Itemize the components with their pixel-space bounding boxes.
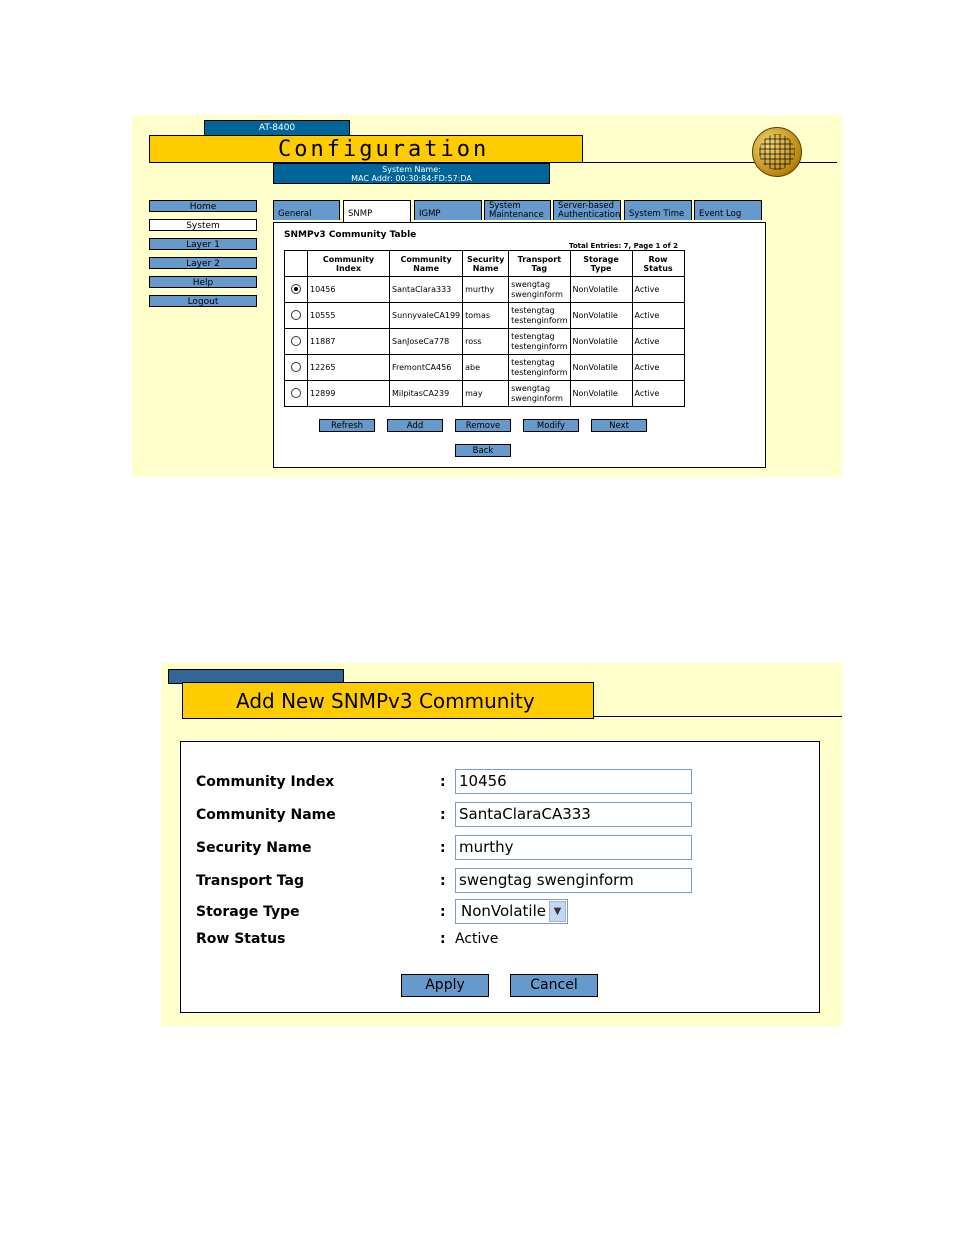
community-index-input[interactable]: 10456 xyxy=(455,769,692,794)
column-transport-tag: Transport Tag xyxy=(509,251,570,277)
tab-igmp[interactable]: IGMP xyxy=(414,200,482,220)
nav-home[interactable]: Home xyxy=(149,200,257,212)
tab-system-time[interactable]: System Time xyxy=(624,200,692,220)
row-select-radio[interactable] xyxy=(291,284,301,294)
nav-layer-2[interactable]: Layer 2 xyxy=(149,257,257,269)
globe-logo-icon xyxy=(752,127,802,177)
add-banner xyxy=(182,682,594,719)
refresh-button[interactable]: Refresh xyxy=(319,419,375,432)
nav-layer-1[interactable]: Layer 1 xyxy=(149,238,257,250)
storage-type-label: Storage Type xyxy=(196,904,300,920)
storage-type-value: NonVolatile xyxy=(461,902,546,920)
community-table xyxy=(284,250,685,407)
colon: : xyxy=(440,807,446,823)
table-row[interactable]: 11887 SanJoseCa778 ross testengtag testenginform NonVolatile Active xyxy=(285,329,685,355)
transport-tag-input[interactable]: swengtag swenginform xyxy=(455,868,692,893)
config-screenshot xyxy=(132,115,842,477)
community-index-label: Community Index xyxy=(196,774,335,790)
add-community-screenshot xyxy=(161,663,842,1026)
apply-button[interactable]: Apply xyxy=(401,974,489,997)
table-row[interactable]: 12899 MilpitasCA239 may swengtag swenginform NonVolatile Active xyxy=(285,381,685,407)
nav-logout[interactable]: Logout xyxy=(149,295,257,307)
back-button[interactable]: Back xyxy=(455,444,511,457)
next-button[interactable]: Next xyxy=(591,419,647,432)
colon: : xyxy=(440,873,446,889)
tab-system-maintenance[interactable]: System Maintenance xyxy=(484,200,551,220)
total-entries: Total Entries: 7, Page 1 of 2 xyxy=(569,242,678,250)
column-security-name: Security Name xyxy=(463,251,509,277)
model-label: AT-8400 xyxy=(204,120,350,136)
add-page-title: Add New SNMPv3 Community xyxy=(236,689,535,713)
cancel-button[interactable]: Cancel xyxy=(510,974,598,997)
tab-snmp[interactable]: SNMP xyxy=(343,200,411,222)
column-community-index: Community Index xyxy=(308,251,390,277)
add-form-panel xyxy=(180,741,820,1013)
snmp-panel xyxy=(273,222,766,468)
table-row[interactable]: 10456 SantaClara333 murthy swengtag swenginform NonVolatile Active xyxy=(285,277,685,303)
add-button[interactable]: Add xyxy=(387,419,443,432)
storage-type-select[interactable] xyxy=(455,899,568,924)
colon: : xyxy=(440,840,446,856)
community-name-input[interactable]: SantaClaraCA333 xyxy=(455,802,692,827)
row-select-radio[interactable] xyxy=(291,336,301,346)
tab-server-based-authentication[interactable]: Server-based Authentication xyxy=(553,200,621,220)
modify-button[interactable]: Modify xyxy=(523,419,579,432)
mac-address: MAC Addr: 00:30:84:FD:57:DA xyxy=(351,174,472,183)
chevron-down-icon[interactable]: ▼ xyxy=(549,901,566,922)
banner-divider xyxy=(594,716,842,717)
security-name-label: Security Name xyxy=(196,840,312,856)
table-row[interactable]: 10555 SunnyvaleCA199 tomas testengtag testenginform NonVolatile Active xyxy=(285,303,685,329)
row-status-label: Row Status xyxy=(196,931,286,947)
transport-tag-label: Transport Tag xyxy=(196,873,304,889)
column-row-status: Row Status xyxy=(632,251,684,277)
system-info xyxy=(273,163,550,184)
security-name-input[interactable]: murthy xyxy=(455,835,692,860)
page-title: Configuration xyxy=(278,137,490,162)
column-storage-type: Storage Type xyxy=(570,251,632,277)
system-name: System Name: xyxy=(382,165,441,174)
community-name-label: Community Name xyxy=(196,807,336,823)
table-row[interactable]: 12265 FremontCA456 abe testengtag testenginform NonVolatile Active xyxy=(285,355,685,381)
nav-help[interactable]: Help xyxy=(149,276,257,288)
row-status-value: Active xyxy=(455,931,499,947)
table-header-row xyxy=(285,251,685,277)
config-banner xyxy=(149,135,583,163)
row-select-radio[interactable] xyxy=(291,388,301,398)
row-select-radio[interactable] xyxy=(291,362,301,372)
row-select-radio[interactable] xyxy=(291,310,301,320)
colon: : xyxy=(440,931,446,947)
colon: : xyxy=(440,904,446,920)
remove-button[interactable]: Remove xyxy=(455,419,511,432)
column-community-name: Community Name xyxy=(390,251,463,277)
colon: : xyxy=(440,774,446,790)
nav-system[interactable]: System xyxy=(149,219,257,231)
select-column-header xyxy=(285,251,308,277)
table-title: SNMPv3 Community Table xyxy=(284,230,417,240)
tab-event-log[interactable]: Event Log xyxy=(694,200,762,220)
tab-general[interactable]: General xyxy=(273,200,340,220)
